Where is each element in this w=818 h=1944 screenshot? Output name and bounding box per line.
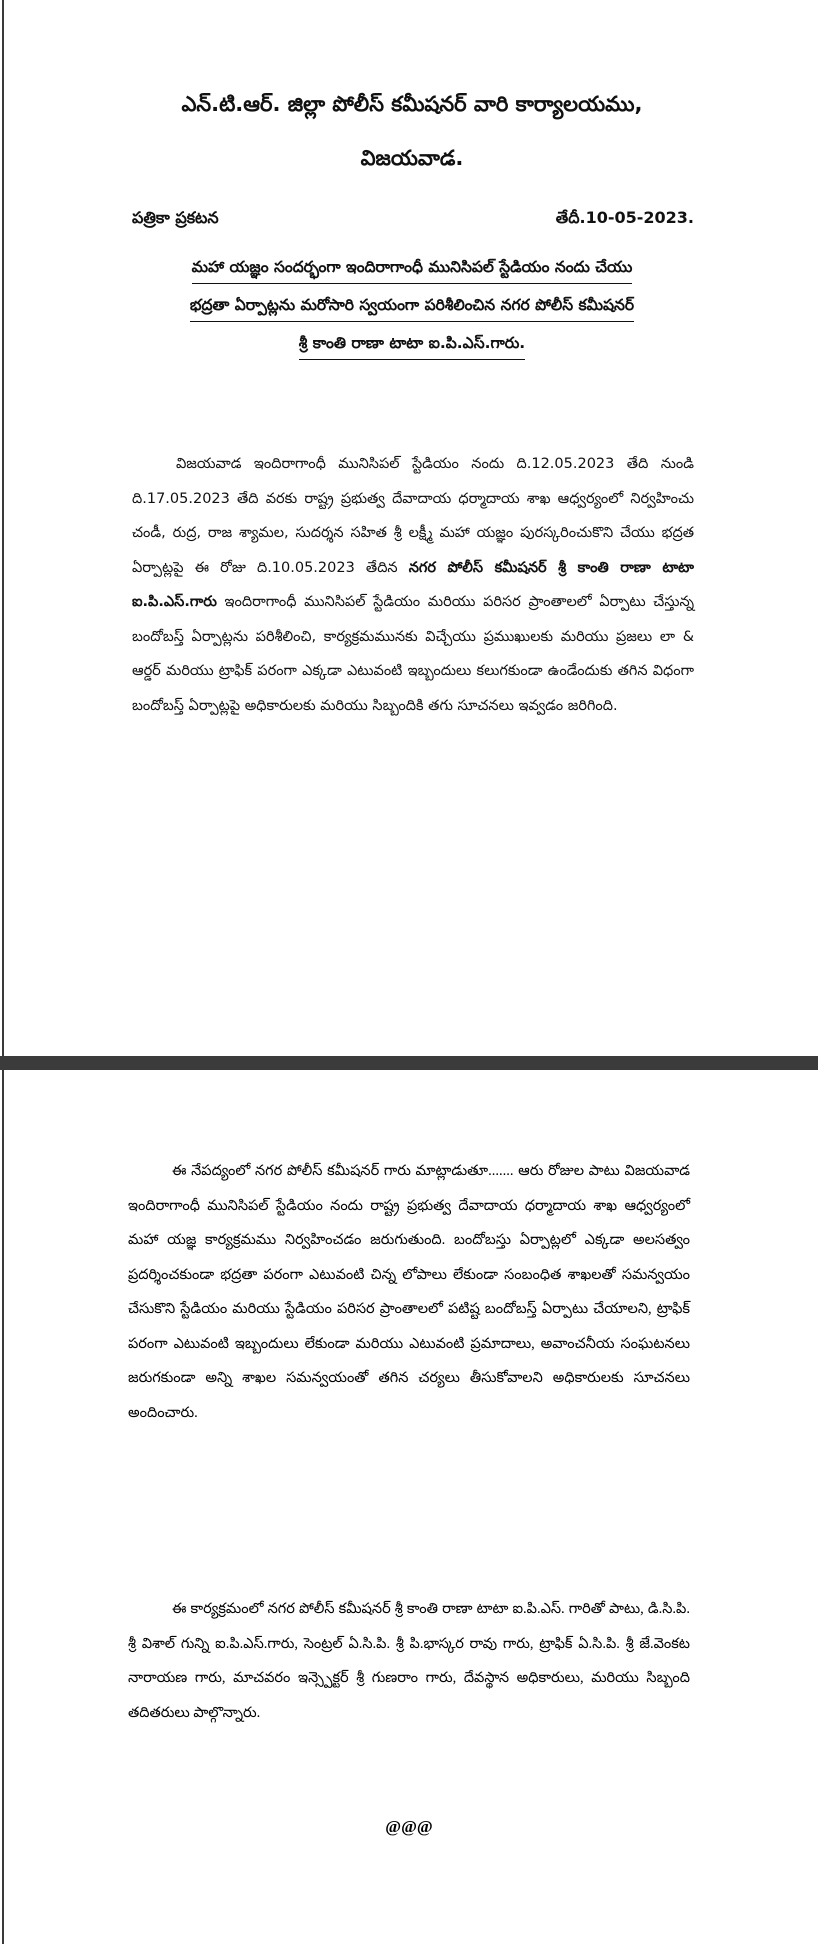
ending-mark: @@@ <box>385 1817 433 1836</box>
subject-line-3: శ్రీ కాంతి రాణా టాటా ఐ.పి.ఎస్.గారు. <box>299 334 525 360</box>
paragraph-2 <box>128 1154 690 1430</box>
paragraph-3-text: ఈ కార్యక్రమంలో నగర పోలీస్ కమీషనర్ శ్రీ కాంతి రాణా టాటా ఐ.పి.ఎస్. గారితో పాటు, డి.సి.పి. శ్రీ విశాల్ గున్ని ఐ.పి.ఎస్.గారు, సెంట్రల్ ఏ.సి.పి. శ్రీ పి.భాస్కర రావు గారు, ట్రాఫిక్ ఏ.సి.పి. శ్రీ జే.వెంకట నారాయణ గారు, మాచవరం ఇన్స్పెక్టర్ శ్రీ గుణరాం గారు, దేవస్థాన అధికారులు, మరియు సిబ్బంది తదితరులు పాల్గొన్నారు. <box>128 1601 690 1721</box>
paragraph-1 <box>132 447 694 723</box>
press-note-header <box>132 208 694 231</box>
subject-block <box>4 258 818 372</box>
paragraph-1-text-b: ఇందిరాగాంధీ మునిసిపల్ స్టేడియం మరియు పరిసర ప్రాంతాలలో ఏర్పాటు చేస్తున్న బందోబస్త్ ఏర్పాట్లను పరిశీలించి, కార్యక్రమమునకు విచ్చేయు ప్రముఖులకు మరియు ప్రజలు లా & ఆర్డర్ మరియు ట్రాఫిక్ పరంగా ఎక్కడా ఎటువంటి ఇబ్బందులు కలుగకుండా ఉండేందుకు తగిన విధంగా బందోబస్త్ ఏర్పాట్లపై అధికారులకు మరియు సిబ్బందికి తగు సూచనలు ఇవ్వడం జరిగింది. <box>132 594 695 714</box>
press-note-date: తేదీ.10-05-2023. <box>555 208 694 227</box>
paragraph-1-text-a: విజయవాడ ఇందిరాగాంధీ మునిసిపల్ స్టేడియం నందు ది.12.05.2023 తేది నుండి ది.17.05.2023 తేది వరకు రాష్ట్ర ప్రభుత్వ దేవాదాయ ధర్మాదాయ శాఖ ఆధ్వర్యంలో నిర్వహించు చండీ, రుద్ర, రాజ శ్యామల, సుదర్శన సహిత శ్రీ లక్ష్మీ మహా యజ్ఞం పురస్కరించుకొని చేయు భద్రత ఏర్పాట్లపై ఈ రోజు ది.10.05.2023 తేదిన <box>132 456 694 576</box>
office-city: విజయవాడ. <box>360 146 464 170</box>
document-page-1 <box>2 0 818 1056</box>
subject-line-2: భద్రతా ఏర్పాట్లను మరోసారి స్వయంగా పరిశీలించిన నగర పోలీస్ కమీషనర్ <box>190 296 634 322</box>
office-title: ఎన్.టి.ఆర్. జిల్లా పోలీస్ కమీషనర్ వారి కార్యాలయము, <box>181 92 643 116</box>
paragraph-1-commissioner-name: నగర పోలీస్ కమీషనర్ శ్రీ కాంతి రాణా టాటా ఐ.పి.ఎస్.గారు <box>132 559 695 610</box>
press-note-label: పత్రికా ప్రకటన <box>132 208 219 227</box>
paragraph-2-text: ఈ నేపద్యంలో నగర పోలీస్ కమీషనర్ గారు మాట్లాడుతూ....... ఆరు రోజుల పాటు విజయవాడ ఇందిరాగాంధీ మునిసిపల్ స్టేడియం నందు రాష్ట్ర ప్రభుత్వ దేవాదాయ ధర్మాదాయ శాఖ ఆధ్వర్యంలో మహా యజ్ఞ కార్యక్రమము నిర్వహించడం జరుగుతుంది. బందోబస్తు ఏర్పాట్లలో ఎక్కడా అలసత్వం ప్రదర్శించకుండా భద్రతా పరంగా ఎటువంటి చిన్న లోపాలు లేకుండా సంబంధిత శాఖలతో సమన్వయం చేసుకొని స్టేడియం మరియు స్టేడియం పరిసర ప్రాంతాలలో పటిష్ట బందోబస్త్ ఏర్పాటు చేయాలని, ట్రాఫిక్ పరంగా ఎటువంటి ఇబ్బందులు లేకుండా మరియు ఎటువంటి ప్రమాదాలు, అవాంచనీయ సంఘటనలు జరుగకుండా అన్ని శాఖల సమన్వయంతో తగిన చర్యలు తీసుకోవాలని అధికారులకు సూచనలు అందించారు. <box>128 1163 690 1421</box>
paragraph-3 <box>128 1592 690 1730</box>
subject-line-1: మహా యజ్ఞం సందర్భంగా ఇందిరాగాంధీ మునిసిపల్ స్టేడియం నందు చేయు <box>192 258 633 284</box>
page-separator <box>0 1056 818 1070</box>
